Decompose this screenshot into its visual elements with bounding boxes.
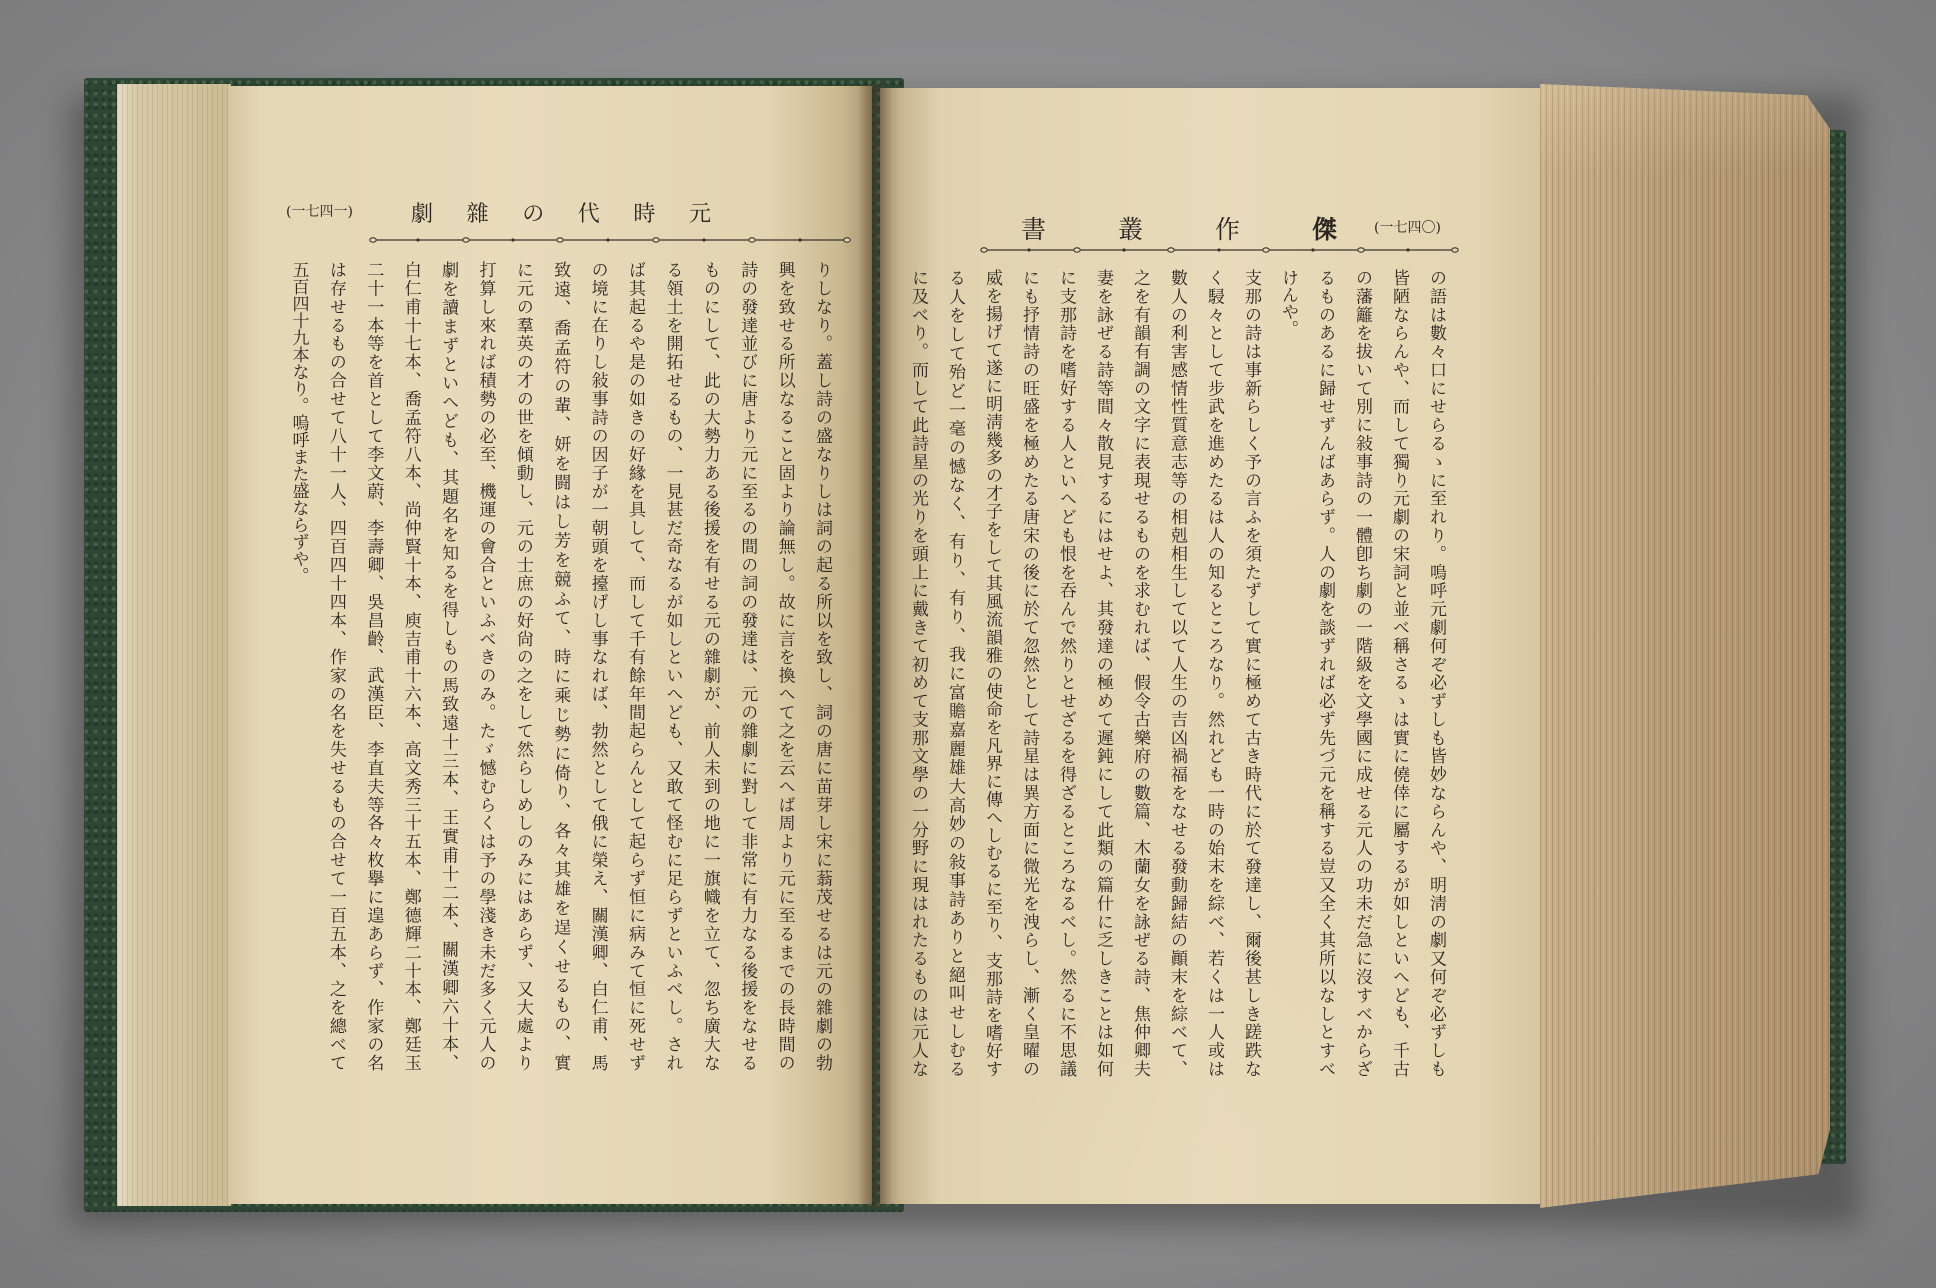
text-column: 致遠、喬孟符の輩、妍を闘はし芳を競ふて、時に乘じ勢に倚り、各々其雄を逞くせるもの、實 xyxy=(550,261,571,1071)
page-number: (一七四〇) xyxy=(1374,220,1441,236)
page-edges-right xyxy=(1540,84,1830,1208)
running-title xyxy=(1021,214,1337,242)
header-rule xyxy=(979,241,1460,253)
text-column: 打算し來れば積勢の必至、機運の會合といふべきのみ。たゞ憾むらくは予の學淺き未だ多く元人の xyxy=(475,261,496,1071)
header-rule xyxy=(368,231,852,243)
text-column: るものあるに歸せずんばあらず。人の劇を談ずれば必ず先づ元を稱する豈又全く其所以なしとすべ xyxy=(1315,269,1335,1077)
running-title xyxy=(411,198,711,226)
text-column: る領土を開拓せるもの、一見甚だ奇なるが如しといへども、又敢て怪むに足らずといふべし。され xyxy=(662,261,683,1071)
text-column: の境に在りし敍事詩の因子が一朝頭を擡げし事なれば、勃然として俄に榮え、關漢卿、白仁甫、馬 xyxy=(587,261,608,1071)
text-column: は存せるもの合せて八十一人、四百四十四本、作家の名を失せるもの合せて一百五本、之を總べて xyxy=(325,261,346,1071)
text-column: にも抒情詩の旺盛を極めたる唐宋の後に於て忽然として詩星は異方面に微光を洩らし、漸く皇曜の xyxy=(1019,269,1039,1077)
text-column: ば其起るや是の如きの好緣を具して、而して千有餘年間起らんとして起らず恒に病みて恒に死せず xyxy=(625,261,646,1071)
running-title-char: 代 xyxy=(577,201,600,227)
text-column: く駸々として步武を進めたるは人の知るところなり。然れども一時の始末を綜べ、若くは一人或は xyxy=(1204,269,1224,1077)
text-column: に元の羣英の才の世を傾動し、元の士庶の好尙の之をして然らしめしのみにはあらず、又大處より xyxy=(512,261,533,1071)
text-column: けんや。 xyxy=(1278,269,1298,337)
running-title-char: 雜 xyxy=(466,201,489,227)
running-title-char: 劇 xyxy=(411,201,434,227)
text-column: 支那の詩は事新らしく予の言ふを須たずして實に極めて古き時代に於て發達し、爾後甚しき蹉跌な xyxy=(1241,269,1261,1077)
page-number: (一七四一) xyxy=(286,204,353,220)
gutter-shadow xyxy=(858,84,892,1208)
text-column: 詩の發達並びに唐より元に至るの間の詞の發達は、元の雜劇に對して非常に有力なる後援をなせる xyxy=(737,261,758,1071)
text-column: の語は數々口にせらるゝに至れり。嗚呼元劇何ぞ必ずしも皆妙ならんや、明淸の劇又何ぞ必ずしも xyxy=(1426,269,1446,1077)
running-title-char: 書 xyxy=(1021,215,1047,244)
right-page xyxy=(880,88,1542,1204)
running-title-char: の xyxy=(522,201,545,227)
text-column: ものにして、此の大勢力ある後援を有せる元の雜劇が、前人未到の地に一旗幟を立て、忽ち廣大な xyxy=(699,261,720,1071)
text-column: 妻を詠ぜる詩等間々散見するにはせよ、其發達の極めて遲鈍にして此類の篇什に乏しきことは如何 xyxy=(1093,269,1113,1077)
body-text xyxy=(898,269,1454,1077)
text-column: 劇を讀まずといへども、其題名を知るを得しもの馬致遠十三本、王實甫十二本、關漢卿六十本、 xyxy=(438,261,459,1071)
text-column: に支那詩を嗜好する人といへども恨を吞んで然りとせざるを得ざるところなるべし。然るに不思議 xyxy=(1056,269,1076,1077)
text-column: 白仁甫十七本、喬孟符八本、尚仲賢十本、庾吉甫十六本、高文秀三十五本、鄭德輝二十本、鄭廷玉 xyxy=(400,261,421,1071)
running-title-char: 時 xyxy=(633,201,656,227)
text-column: 威を揚げて遂に明淸幾多の才子をして其風流韻雅の使命を凡界に傳へしむるに至り、支那詩を嗜好す xyxy=(982,269,1002,1077)
text-column: 之を有韻有調の文字に表現せるものを求むれば、假令古樂府の數篇、木蘭女を詠ぜる詩、焦仲卿夫 xyxy=(1130,269,1150,1077)
text-column: 皆陋ならんや、而して獨り元劇の宋詞と並べ稱さるゝは實に僥倖に屬するが如しといへども、千古 xyxy=(1389,269,1409,1077)
running-title-char: 作 xyxy=(1214,215,1240,244)
text-column: る人をして殆ど一毫の憾なく、有り、有り、我に富贍嘉麗雄大高妙の敍事詩ありと絕叫せしむる xyxy=(945,269,965,1077)
running-title-char: 元 xyxy=(688,201,711,227)
text-column: 數人の利害感情性質意志等の相剋相生して以て人生の吉凶禍福をなせる發動歸結の顚末を綜べて、 xyxy=(1167,269,1187,1077)
running-title-char: 傑 xyxy=(1311,215,1337,244)
text-column: 二十一本等を首として李文蔚、李壽卿、吳昌齡、武漢臣、李直夫等各々枚擧に遑あらず、作家の名 xyxy=(363,261,384,1071)
text-column: 興を致せる所以なること固より論無し。故に言を換へて之を云へば周より元に至るまでの長時間の xyxy=(774,261,795,1071)
text-column: の藩籬を拔いて別に敍事詩の一體卽ち劇の一階級を文學國に成せる元人の功未だ急に沒すべからざ xyxy=(1352,269,1372,1077)
text-column: 五百四十九本なり。嗚呼また盛ならずや。 xyxy=(288,261,309,584)
page-edges-left xyxy=(117,84,231,1206)
body-text xyxy=(278,261,840,1071)
left-page xyxy=(228,86,872,1204)
text-column: に及べり。而して此詩星の光りを頭上に戴きて初めて支那文學の一分野に現はれたるものは元人な xyxy=(908,269,928,1077)
running-title-char: 叢 xyxy=(1117,215,1143,244)
text-column: りしなり。蓋し詩の盛なりしは詞の起る所以を致し、詞の唐に苗芽し宋に蓊茂せるは元の雜劇の勃 xyxy=(812,261,832,1071)
